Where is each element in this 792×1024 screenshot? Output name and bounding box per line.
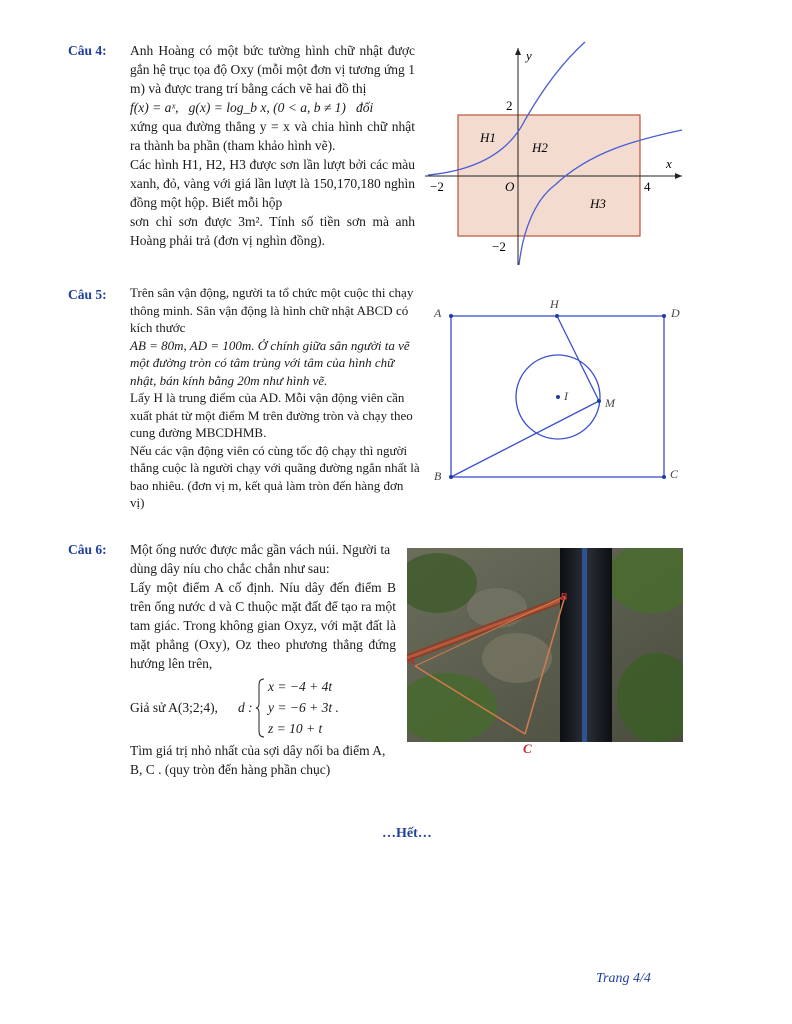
q6-line3: Tìm giá trị nhỏ nhất của sợi dây nối ba điểm A, B, C . (quy tròn đến hàng phần chục) bbox=[130, 743, 386, 777]
region-h2-label: H2 bbox=[532, 140, 548, 155]
q4-label: Câu 4: bbox=[68, 43, 107, 58]
q5-label: Câu 5: bbox=[68, 287, 107, 302]
y-axis-arrow-icon bbox=[515, 48, 521, 55]
label-d: D bbox=[671, 306, 680, 320]
q4-line4: sơn chỉ sơn được 3m². Tính số tiền sơn mà anh Hoàng phải trả (đơn vị nghìn đồng). bbox=[130, 214, 415, 248]
q6-line1: Một ống nước được mắc gần vách núi. Người ta dùng dây níu cho chắc chắn như sau: bbox=[130, 542, 391, 576]
label-b: B bbox=[434, 469, 442, 483]
q5-line3: Lấy H là trung điểm của AD. Mỗi vận động viên cần xuất phát từ một điểm M trên đường tròn và chạy theo cung đường MBCDHMB. bbox=[130, 390, 413, 440]
label-c: C bbox=[670, 467, 679, 481]
point-m bbox=[597, 399, 601, 403]
q4-funcs: f(x) = aˣ, g(x) = log_b x, (0 < a, b ≠ 1) đối bbox=[130, 100, 374, 115]
end-marker: …Hết… bbox=[382, 826, 432, 841]
point-i bbox=[556, 395, 560, 399]
q4-line2: xứng qua đường thẳng y = x và chia hình chữ nhật ra thành ba phần (tham khảo hình vẽ). bbox=[130, 119, 415, 153]
region-h1-label: H1 bbox=[480, 130, 496, 145]
x-axis-arrow-icon bbox=[675, 173, 682, 179]
q5-line1: Trên sân vận động, người ta tổ chức một cuộc thi chạy thông minh. Sân vận động là hình chữ nhật ABCD có kích thước bbox=[130, 285, 414, 335]
tick-y-top: 2 bbox=[506, 98, 513, 113]
segment-mb bbox=[451, 401, 599, 477]
label-m: M bbox=[605, 396, 615, 410]
point-c bbox=[662, 475, 666, 479]
tick-x-left: −2 bbox=[430, 179, 444, 194]
q6-label: Câu 6: bbox=[68, 542, 107, 557]
q6-brace-icon bbox=[256, 677, 266, 739]
point-b bbox=[449, 475, 453, 479]
point-a bbox=[449, 314, 453, 318]
q6-eq2: y = −6 + 3t . bbox=[268, 700, 339, 715]
q4-line1: Anh Hoàng có một bức tường hình chữ nhật được gắn hệ trục tọa độ Oxy (mỗi một đơn vị tương ứng 1 m) và được trang trí bằng cách vẽ hai đồ thị bbox=[130, 43, 415, 96]
photo-label-a: A bbox=[408, 655, 416, 667]
q6-d-label: d : bbox=[238, 700, 253, 715]
origin-label: O bbox=[505, 179, 515, 194]
photo-label-c: C bbox=[523, 741, 532, 756]
region-h3-label: H3 bbox=[590, 196, 606, 211]
q5-text bbox=[130, 284, 420, 512]
label-a: A bbox=[434, 306, 442, 320]
q6-given: Giả sử A(3;2;4), bbox=[130, 700, 218, 715]
q6-given-block bbox=[130, 677, 396, 739]
point-d bbox=[662, 314, 666, 318]
q6-eq3: z = 10 + t bbox=[268, 721, 323, 736]
label-h: H bbox=[550, 297, 559, 311]
tick-x-right: 4 bbox=[644, 179, 651, 194]
q6-text bbox=[130, 540, 396, 779]
q5-stadium-figure bbox=[428, 293, 690, 493]
q5-line2: AB = 80m, AD = 100m. Ở chính giữa sân người ta vẽ một đường tròn có tâm trùng với tâm của hình chữ nhật, bán kính bằng 20m như hình vẽ. bbox=[130, 337, 410, 388]
q6-eq1: x = −4 + 4t bbox=[268, 679, 333, 694]
photo-label-b: B bbox=[560, 591, 568, 603]
q6-line2: Lấy một điểm A cố định. Níu dây đến điểm B trên ống nước d và C thuộc mặt đất để tạo ra một tam giác. Trong không gian Oxyz, với mặt đất là mặt phẳng (Oxy), Oz theo phương thẳng đứng hướng lên trên, bbox=[130, 580, 396, 671]
q4-graph bbox=[420, 40, 690, 270]
q5-line4: Nếu các vận động viên có cùng tốc độ chạy thì người thắng cuộc là người chạy với quãng đường ngắn nhất là bao nhiêu. (đơn vị m, kết quả làm tròn đến hàng đơn vị) bbox=[130, 442, 420, 510]
x-axis-label: x bbox=[666, 156, 672, 171]
page-footer: Trang 4/4 bbox=[596, 971, 651, 986]
label-i: I bbox=[564, 389, 568, 403]
tick-y-bottom: −2 bbox=[492, 239, 506, 254]
y-axis-label: y bbox=[526, 48, 532, 63]
q4-text bbox=[130, 41, 415, 250]
q6-pipe-photo bbox=[407, 548, 683, 742]
q4-line3: Các hình H1, H2, H3 được sơn lần lượt bởi các màu xanh, đỏ, vàng với giá lần lượt là 150,170,180 nghìn đồng một hộp. Biết mỗi hộp bbox=[130, 157, 415, 210]
point-h bbox=[555, 314, 559, 318]
